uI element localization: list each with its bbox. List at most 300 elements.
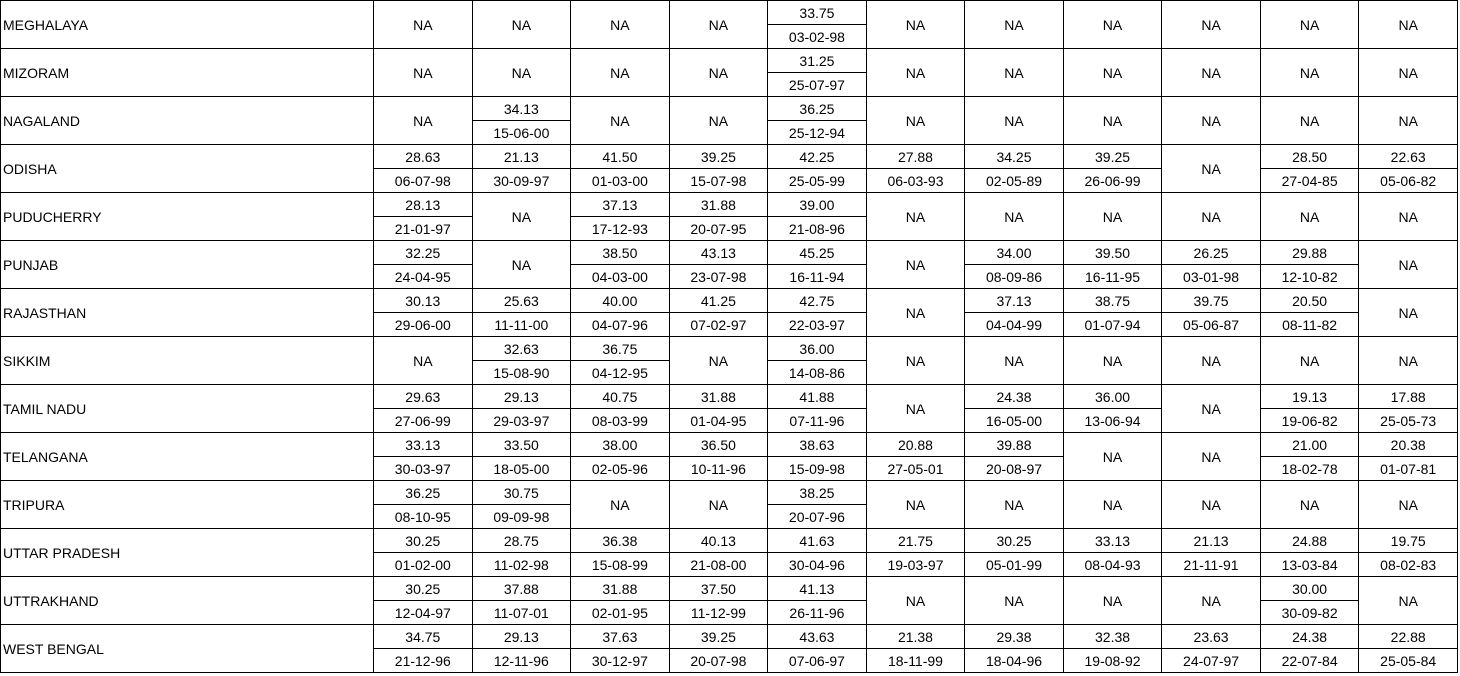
cell-stack bbox=[374, 529, 472, 576]
value-date-cell bbox=[768, 49, 867, 97]
cell-value: 19.75 bbox=[1359, 529, 1457, 553]
na-cell: NA bbox=[1359, 241, 1458, 289]
cell-stack bbox=[1261, 241, 1359, 288]
cell-value: 28.75 bbox=[473, 529, 571, 553]
table-body bbox=[1, 1, 1458, 673]
cell-date: 29-06-00 bbox=[394, 316, 451, 333]
na-cell: NA bbox=[1162, 97, 1261, 145]
na-cell: NA bbox=[669, 481, 768, 529]
na-cell: NA bbox=[472, 193, 571, 241]
value-date-cell bbox=[768, 289, 867, 337]
cell-value: 21.00 bbox=[1261, 433, 1359, 457]
cell-value: 32.63 bbox=[473, 337, 571, 361]
cell-value: 30.00 bbox=[1261, 577, 1359, 601]
cell-date: 08-02-83 bbox=[1380, 556, 1437, 573]
cell-value: 36.25 bbox=[768, 97, 866, 121]
value-date-cell bbox=[669, 433, 768, 481]
cell-stack bbox=[571, 577, 669, 624]
cell-value: 39.88 bbox=[965, 433, 1063, 457]
na-cell: NA bbox=[1260, 1, 1359, 49]
na-cell: NA bbox=[1063, 433, 1162, 481]
cell-stack bbox=[571, 337, 669, 384]
na-cell: NA bbox=[1359, 49, 1458, 97]
cell-value: 21.13 bbox=[1162, 529, 1260, 553]
value-date-cell bbox=[571, 577, 670, 625]
value-date-cell bbox=[1063, 241, 1162, 289]
na-cell: NA bbox=[1162, 577, 1261, 625]
cell-date: 08-09-86 bbox=[985, 268, 1043, 285]
state-name: PUDUCHERRY bbox=[1, 193, 374, 241]
cell-date: 20-07-96 bbox=[788, 508, 845, 525]
cell-date: 04-03-00 bbox=[591, 268, 648, 285]
cell-stack bbox=[768, 241, 866, 288]
cell-stack bbox=[571, 529, 669, 576]
cell-value: 33.13 bbox=[1064, 529, 1162, 553]
cell-date: 12-10-82 bbox=[1281, 268, 1338, 285]
cell-value: 38.63 bbox=[768, 433, 866, 457]
cell-date: 21-01-97 bbox=[394, 220, 451, 237]
value-date-cell bbox=[472, 289, 571, 337]
na-cell: NA bbox=[866, 481, 965, 529]
cell-stack bbox=[965, 289, 1063, 336]
value-date-cell bbox=[472, 145, 571, 193]
cell-stack bbox=[1359, 385, 1457, 432]
na-cell: NA bbox=[374, 337, 473, 385]
cell-value: 39.25 bbox=[670, 145, 768, 169]
value-date-cell bbox=[374, 241, 473, 289]
na-cell: NA bbox=[1063, 97, 1162, 145]
value-date-cell bbox=[374, 625, 473, 673]
cell-value: 39.75 bbox=[1162, 289, 1260, 313]
cell-value: 22.63 bbox=[1359, 145, 1457, 169]
value-date-cell bbox=[374, 529, 473, 577]
cell-date: 13-06-94 bbox=[1084, 412, 1141, 429]
table-row bbox=[1, 529, 1458, 577]
table-row bbox=[1, 97, 1458, 145]
cell-stack bbox=[1359, 625, 1457, 672]
cell-stack bbox=[473, 289, 571, 336]
cell-stack bbox=[1261, 625, 1359, 672]
cell-date: 22-03-97 bbox=[788, 316, 845, 333]
cell-date: 08-04-93 bbox=[1084, 556, 1141, 573]
value-date-cell bbox=[1063, 625, 1162, 673]
cell-date: 27-05-01 bbox=[887, 460, 944, 477]
cell-stack bbox=[1359, 145, 1457, 192]
cell-date: 02-01-95 bbox=[591, 604, 648, 621]
cell-value: 39.25 bbox=[670, 625, 768, 649]
cell-value: 43.63 bbox=[768, 625, 866, 649]
cell-value: 39.00 bbox=[768, 193, 866, 217]
cell-stack bbox=[473, 337, 571, 384]
cell-stack bbox=[473, 481, 571, 528]
na-cell: NA bbox=[669, 97, 768, 145]
cell-stack bbox=[571, 433, 669, 480]
state-name: TAMIL NADU bbox=[1, 385, 374, 433]
cell-date: 11-12-99 bbox=[690, 604, 746, 621]
value-date-cell bbox=[669, 289, 768, 337]
cell-date: 04-07-96 bbox=[591, 316, 648, 333]
cell-value: 37.88 bbox=[473, 577, 571, 601]
cell-stack bbox=[768, 1, 866, 48]
cell-date: 15-07-98 bbox=[690, 172, 747, 189]
value-date-cell bbox=[472, 577, 571, 625]
cell-date: 19-08-92 bbox=[1084, 652, 1141, 669]
cell-value: 37.50 bbox=[670, 577, 768, 601]
na-cell: NA bbox=[1162, 385, 1261, 433]
cell-date: 16-11-94 bbox=[789, 268, 845, 285]
state-name: TRIPURA bbox=[1, 481, 374, 529]
na-cell: NA bbox=[1359, 337, 1458, 385]
cell-date: 29-03-97 bbox=[493, 412, 550, 429]
na-cell: NA bbox=[571, 97, 670, 145]
value-date-cell bbox=[472, 433, 571, 481]
cell-value: 24.38 bbox=[1261, 625, 1359, 649]
na-cell: NA bbox=[1359, 289, 1458, 337]
na-cell: NA bbox=[965, 49, 1064, 97]
value-date-cell bbox=[669, 385, 768, 433]
table-row bbox=[1, 433, 1458, 481]
na-cell: NA bbox=[1162, 337, 1261, 385]
na-cell: NA bbox=[965, 337, 1064, 385]
cell-stack bbox=[1064, 385, 1162, 432]
value-date-cell bbox=[669, 625, 768, 673]
value-date-cell bbox=[472, 625, 571, 673]
cell-date: 08-11-82 bbox=[1282, 316, 1338, 333]
cell-date: 27-06-99 bbox=[394, 412, 451, 429]
cell-value: 40.75 bbox=[571, 385, 669, 409]
na-cell: NA bbox=[374, 97, 473, 145]
cell-date: 21-12-96 bbox=[394, 652, 451, 669]
cell-date: 25-05-84 bbox=[1380, 652, 1437, 669]
cell-stack bbox=[670, 577, 768, 624]
state-name: TELANGANA bbox=[1, 433, 374, 481]
cell-date: 30-12-97 bbox=[591, 652, 648, 669]
cell-value: 30.13 bbox=[374, 289, 472, 313]
cell-date: 09-09-98 bbox=[493, 508, 550, 525]
cell-stack bbox=[1162, 241, 1260, 288]
cell-stack bbox=[768, 337, 866, 384]
cell-value: 38.25 bbox=[768, 481, 866, 505]
cell-stack bbox=[867, 145, 965, 192]
cell-value: 41.25 bbox=[670, 289, 768, 313]
cell-value: 34.25 bbox=[965, 145, 1063, 169]
cell-date: 06-03-93 bbox=[887, 172, 944, 189]
cell-date: 04-04-99 bbox=[985, 316, 1043, 333]
state-name: MIZORAM bbox=[1, 49, 374, 97]
cell-value: 32.25 bbox=[374, 241, 472, 265]
value-date-cell bbox=[768, 193, 867, 241]
value-date-cell bbox=[669, 193, 768, 241]
cell-date: 05-01-99 bbox=[985, 556, 1043, 573]
cell-date: 15-08-90 bbox=[493, 364, 550, 381]
na-cell: NA bbox=[866, 97, 965, 145]
cell-date: 15-08-99 bbox=[591, 556, 648, 573]
cell-stack bbox=[374, 241, 472, 288]
value-date-cell bbox=[571, 337, 670, 385]
cell-date: 20-07-95 bbox=[690, 220, 747, 237]
na-cell: NA bbox=[965, 577, 1064, 625]
cell-date: 11-02-98 bbox=[493, 556, 549, 573]
value-date-cell bbox=[1063, 385, 1162, 433]
cell-date: 30-09-97 bbox=[493, 172, 550, 189]
cell-stack bbox=[670, 145, 768, 192]
cell-date: 14-08-86 bbox=[788, 364, 845, 381]
cell-value: 30.25 bbox=[374, 529, 472, 553]
table-row bbox=[1, 193, 1458, 241]
cell-date: 11-07-01 bbox=[493, 604, 549, 621]
cell-date: 11-11-00 bbox=[494, 316, 549, 333]
cell-stack bbox=[473, 145, 571, 192]
cell-stack bbox=[1162, 529, 1260, 576]
na-cell: NA bbox=[1359, 97, 1458, 145]
cell-date: 12-11-96 bbox=[493, 652, 549, 669]
na-cell: NA bbox=[1063, 337, 1162, 385]
value-date-cell bbox=[472, 529, 571, 577]
cell-stack bbox=[670, 625, 768, 672]
cell-date: 06-07-98 bbox=[394, 172, 451, 189]
cell-value: 20.38 bbox=[1359, 433, 1457, 457]
value-date-cell bbox=[1260, 529, 1359, 577]
cell-stack bbox=[1064, 625, 1162, 672]
cell-stack bbox=[374, 481, 472, 528]
cell-stack bbox=[768, 625, 866, 672]
value-date-cell bbox=[571, 433, 670, 481]
cell-date: 16-05-00 bbox=[985, 412, 1043, 429]
cell-date: 26-06-99 bbox=[1084, 172, 1141, 189]
na-cell: NA bbox=[669, 337, 768, 385]
cell-stack bbox=[768, 193, 866, 240]
cell-date: 25-05-99 bbox=[788, 172, 845, 189]
na-cell: NA bbox=[1260, 193, 1359, 241]
cell-value: 38.00 bbox=[571, 433, 669, 457]
na-cell: NA bbox=[866, 577, 965, 625]
cell-stack bbox=[473, 625, 571, 672]
cell-value: 36.00 bbox=[768, 337, 866, 361]
cell-value: 41.63 bbox=[768, 529, 866, 553]
na-cell: NA bbox=[1162, 433, 1261, 481]
value-date-cell bbox=[472, 385, 571, 433]
cell-stack bbox=[768, 481, 866, 528]
na-cell: NA bbox=[1162, 49, 1261, 97]
value-date-cell bbox=[1359, 385, 1458, 433]
cell-stack bbox=[768, 97, 866, 144]
cell-value: 32.38 bbox=[1064, 625, 1162, 649]
value-date-cell bbox=[374, 193, 473, 241]
na-cell: NA bbox=[374, 1, 473, 49]
cell-stack bbox=[670, 289, 768, 336]
na-cell: NA bbox=[1162, 193, 1261, 241]
value-date-cell bbox=[669, 577, 768, 625]
cell-date: 17-12-93 bbox=[591, 220, 648, 237]
na-cell: NA bbox=[866, 337, 965, 385]
cell-date: 01-02-00 bbox=[394, 556, 451, 573]
value-date-cell bbox=[965, 529, 1064, 577]
cell-date: 20-08-97 bbox=[985, 460, 1043, 477]
cell-stack bbox=[768, 49, 866, 96]
cell-stack bbox=[1162, 289, 1260, 336]
cell-stack bbox=[670, 241, 768, 288]
table-row bbox=[1, 481, 1458, 529]
cell-stack bbox=[571, 193, 669, 240]
cell-stack bbox=[965, 385, 1063, 432]
cell-date: 12-04-97 bbox=[394, 604, 451, 621]
cell-value: 24.88 bbox=[1261, 529, 1359, 553]
cell-value: 29.38 bbox=[965, 625, 1063, 649]
cell-date: 26-11-96 bbox=[789, 604, 845, 621]
table-row bbox=[1, 49, 1458, 97]
cell-stack bbox=[1064, 241, 1162, 288]
value-date-cell bbox=[571, 385, 670, 433]
cell-date: 21-08-96 bbox=[788, 220, 845, 237]
cell-date: 18-05-00 bbox=[493, 460, 550, 477]
cell-stack bbox=[867, 433, 965, 480]
cell-date: 18-11-99 bbox=[887, 652, 943, 669]
cell-value: 21.38 bbox=[867, 625, 965, 649]
cell-value: 36.38 bbox=[571, 529, 669, 553]
table-row bbox=[1, 1, 1458, 49]
cell-value: 29.13 bbox=[473, 625, 571, 649]
cell-value: 33.75 bbox=[768, 1, 866, 25]
cell-date: 05-06-87 bbox=[1183, 316, 1240, 333]
cell-value: 37.63 bbox=[571, 625, 669, 649]
na-cell: NA bbox=[1260, 481, 1359, 529]
state-name: RAJASTHAN bbox=[1, 289, 374, 337]
cell-value: 42.75 bbox=[768, 289, 866, 313]
cell-stack bbox=[670, 385, 768, 432]
value-date-cell bbox=[768, 481, 867, 529]
cell-date: 13-03-84 bbox=[1281, 556, 1338, 573]
cell-value: 41.50 bbox=[571, 145, 669, 169]
value-date-cell bbox=[571, 241, 670, 289]
na-cell: NA bbox=[965, 1, 1064, 49]
cell-date: 02-05-89 bbox=[985, 172, 1043, 189]
cell-stack bbox=[1261, 433, 1359, 480]
value-date-cell bbox=[669, 145, 768, 193]
cell-date: 23-07-98 bbox=[690, 268, 747, 285]
cell-stack bbox=[473, 97, 571, 144]
value-date-cell bbox=[866, 529, 965, 577]
cell-stack bbox=[473, 433, 571, 480]
value-date-cell bbox=[1260, 145, 1359, 193]
na-cell: NA bbox=[669, 49, 768, 97]
cell-stack bbox=[768, 145, 866, 192]
na-cell: NA bbox=[1162, 1, 1261, 49]
cell-stack bbox=[374, 625, 472, 672]
cell-stack bbox=[1261, 385, 1359, 432]
cell-date: 18-02-78 bbox=[1281, 460, 1338, 477]
cell-date: 20-07-98 bbox=[690, 652, 747, 669]
cell-date: 19-06-82 bbox=[1281, 412, 1338, 429]
table-row bbox=[1, 337, 1458, 385]
cell-value: 23.63 bbox=[1162, 625, 1260, 649]
cell-value: 29.63 bbox=[374, 385, 472, 409]
na-cell: NA bbox=[965, 97, 1064, 145]
cell-stack bbox=[768, 433, 866, 480]
state-name: PUNJAB bbox=[1, 241, 374, 289]
state-name: WEST BENGAL bbox=[1, 625, 374, 673]
cell-date: 05-06-82 bbox=[1380, 172, 1437, 189]
cell-stack bbox=[374, 193, 472, 240]
value-date-cell bbox=[571, 145, 670, 193]
value-date-cell bbox=[768, 241, 867, 289]
cell-value: 33.13 bbox=[374, 433, 472, 457]
cell-stack bbox=[1064, 529, 1162, 576]
na-cell: NA bbox=[1162, 145, 1261, 193]
cell-date: 21-08-00 bbox=[690, 556, 747, 573]
value-date-cell bbox=[768, 97, 867, 145]
value-date-cell bbox=[1162, 529, 1261, 577]
cell-value: 31.88 bbox=[670, 385, 768, 409]
cell-stack bbox=[1359, 433, 1457, 480]
cell-date: 01-07-81 bbox=[1380, 460, 1437, 477]
na-cell: NA bbox=[1260, 337, 1359, 385]
na-cell: NA bbox=[1063, 481, 1162, 529]
cell-date: 08-10-95 bbox=[394, 508, 451, 525]
value-date-cell bbox=[1162, 289, 1261, 337]
cell-date: 19-03-97 bbox=[887, 556, 944, 573]
cell-value: 30.25 bbox=[374, 577, 472, 601]
value-date-cell bbox=[374, 433, 473, 481]
cell-stack bbox=[1359, 529, 1457, 576]
cell-date: 07-06-97 bbox=[788, 652, 845, 669]
cell-stack bbox=[374, 577, 472, 624]
value-date-cell bbox=[965, 433, 1064, 481]
cell-stack bbox=[670, 193, 768, 240]
na-cell: NA bbox=[571, 1, 670, 49]
na-cell: NA bbox=[866, 241, 965, 289]
na-cell: NA bbox=[965, 481, 1064, 529]
value-date-cell bbox=[571, 625, 670, 673]
value-date-cell bbox=[768, 337, 867, 385]
value-date-cell bbox=[1260, 625, 1359, 673]
na-cell: NA bbox=[866, 385, 965, 433]
cell-value: 28.63 bbox=[374, 145, 472, 169]
cell-value: 29.88 bbox=[1261, 241, 1359, 265]
na-cell: NA bbox=[1359, 193, 1458, 241]
cell-stack bbox=[965, 433, 1063, 480]
cell-date: 03-01-98 bbox=[1183, 268, 1240, 285]
value-date-cell bbox=[965, 289, 1064, 337]
na-cell: NA bbox=[472, 49, 571, 97]
cell-value: 39.50 bbox=[1064, 241, 1162, 265]
na-cell: NA bbox=[1359, 481, 1458, 529]
value-date-cell bbox=[1260, 289, 1359, 337]
cell-stack bbox=[965, 145, 1063, 192]
table-row bbox=[1, 625, 1458, 673]
cell-value: 40.13 bbox=[670, 529, 768, 553]
cell-value: 25.63 bbox=[473, 289, 571, 313]
value-date-cell bbox=[768, 1, 867, 49]
cell-value: 33.50 bbox=[473, 433, 571, 457]
cell-value: 41.13 bbox=[768, 577, 866, 601]
cell-value: 39.25 bbox=[1064, 145, 1162, 169]
value-date-cell bbox=[1260, 577, 1359, 625]
cell-date: 07-02-97 bbox=[690, 316, 747, 333]
cell-value: 22.88 bbox=[1359, 625, 1457, 649]
cell-stack bbox=[571, 385, 669, 432]
cell-value: 42.25 bbox=[768, 145, 866, 169]
cell-stack bbox=[1261, 577, 1359, 624]
value-date-cell bbox=[374, 289, 473, 337]
state-name: NAGALAND bbox=[1, 97, 374, 145]
value-date-cell bbox=[472, 481, 571, 529]
cell-value: 40.00 bbox=[571, 289, 669, 313]
value-date-cell bbox=[768, 625, 867, 673]
state-name: UTTRAKHAND bbox=[1, 577, 374, 625]
value-date-cell bbox=[1260, 241, 1359, 289]
table-row bbox=[1, 385, 1458, 433]
value-date-cell bbox=[768, 433, 867, 481]
